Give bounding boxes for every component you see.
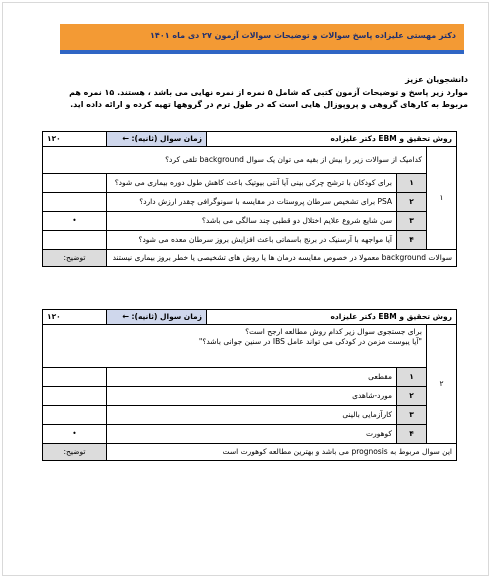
option-number: ۲ xyxy=(397,387,427,406)
question-number: ۱ xyxy=(427,147,457,250)
question-header-row xyxy=(43,310,457,325)
option-mark xyxy=(43,231,107,250)
option-number: ۴ xyxy=(397,231,427,250)
correct-answer-bullet-icon: • xyxy=(43,425,107,444)
time-label: زمان سوال (ثانیه): xyxy=(131,134,202,143)
question-table-2 xyxy=(42,309,457,461)
option-number: ۱ xyxy=(397,368,427,387)
explanation-row xyxy=(43,250,457,267)
intro-body: موارد زیر پاسخ و توضیحات آزمون کتبی که شامل ۵ نمره از نمره نهایی می باشد ، هستند. ۱۵ نمره هم مربوط به کارهای گروهی و پروپوزال هایی است که در طول ترم در گروهها تهیه کرده و ارائه داده اید. xyxy=(69,88,468,109)
option-number: ۱ xyxy=(397,174,427,193)
correct-answer-bullet-icon: • xyxy=(43,212,107,231)
course-title: روش تحقیق و EBM دکتر علیزاده xyxy=(207,132,457,147)
option-number: ۳ xyxy=(397,406,427,425)
question-row xyxy=(43,325,457,368)
explanation-text: سوالات background معمولا در خصوص مقایسه درمان ها یا روش های تشخیصی یا خطر بروز بیماری نیستند xyxy=(107,250,457,267)
question-text xyxy=(43,325,427,368)
time-label-cell xyxy=(107,132,207,147)
option-row xyxy=(43,212,457,231)
banner-text: دکتر مهستی علیزاده پاسخ سوالات و توضیحات سوالات آزمون ۲۷ دی ماه ۱۴۰۱ xyxy=(150,31,456,40)
option-text: کوهورت xyxy=(107,425,397,444)
time-value: ۱۲۰ xyxy=(43,310,107,325)
question-text: کدامیک از سوالات زیر را بیش از بقیه می توان یک سوال background تلقی کرد؟ xyxy=(43,147,427,174)
option-text: مورد-شاهدی xyxy=(107,387,397,406)
option-row xyxy=(43,387,457,406)
option-row xyxy=(43,368,457,387)
option-text: برای کودکان با ترشح چرکی بینی آیا آنتی بیوتیک باعث کاهش طول دوره بیماری می شود؟ xyxy=(107,174,397,193)
option-text: آیا مواجهه با آرسنیک در برنج باسماتی باعث افزایش بروز سرطان معده می شود؟ xyxy=(107,231,397,250)
explanation-label: توضیح: xyxy=(43,250,107,267)
option-text: کارآزمایی بالینی xyxy=(107,406,397,425)
question-row xyxy=(43,147,457,174)
question-text-line: برای جستجوی سوال زیر کدام روش مطالعه ارجح است؟ xyxy=(245,327,422,336)
time-label-cell xyxy=(107,310,207,325)
arrow-left-icon: ← xyxy=(122,312,129,321)
option-text: مقطعی xyxy=(107,368,397,387)
option-number: ۲ xyxy=(397,193,427,212)
intro-title: دانشجویان عزیز xyxy=(405,75,468,84)
arrow-left-icon: ← xyxy=(122,134,129,143)
option-mark xyxy=(43,193,107,212)
header-banner xyxy=(60,24,464,54)
option-row xyxy=(43,406,457,425)
option-mark xyxy=(43,406,107,425)
time-label: زمان سوال (ثانیه): xyxy=(131,312,202,321)
option-mark xyxy=(43,387,107,406)
question-text-line: "آیا یبوست مزمن در کودکی می تواند عامل IBS در سنین جوانی باشد؟" xyxy=(198,337,422,346)
option-row xyxy=(43,193,457,212)
option-number: ۴ xyxy=(397,425,427,444)
explanation-text: این سوال مربوط به prognosis می باشد و بهترین مطالعه کوهورت است xyxy=(107,444,457,461)
option-number: ۳ xyxy=(397,212,427,231)
question-number: ۲ xyxy=(427,325,457,444)
explanation-label: توضیح: xyxy=(43,444,107,461)
question-header-row xyxy=(43,132,457,147)
option-row xyxy=(43,425,457,444)
option-text: سن شایع شروع علایم اختلال دو قطبی چند سالگی می باشد؟ xyxy=(107,212,397,231)
option-row xyxy=(43,174,457,193)
option-text: PSA برای تشخیص سرطان پروستات در مقایسه با سونوگرافی چقدر ارزش دارد؟ xyxy=(107,193,397,212)
time-value: ۱۲۰ xyxy=(43,132,107,147)
course-title: روش تحقیق و EBM دکتر علیزاده xyxy=(207,310,457,325)
option-row xyxy=(43,231,457,250)
question-table-1 xyxy=(42,131,457,267)
option-mark xyxy=(43,368,107,387)
explanation-row xyxy=(43,444,457,461)
option-mark xyxy=(43,174,107,193)
